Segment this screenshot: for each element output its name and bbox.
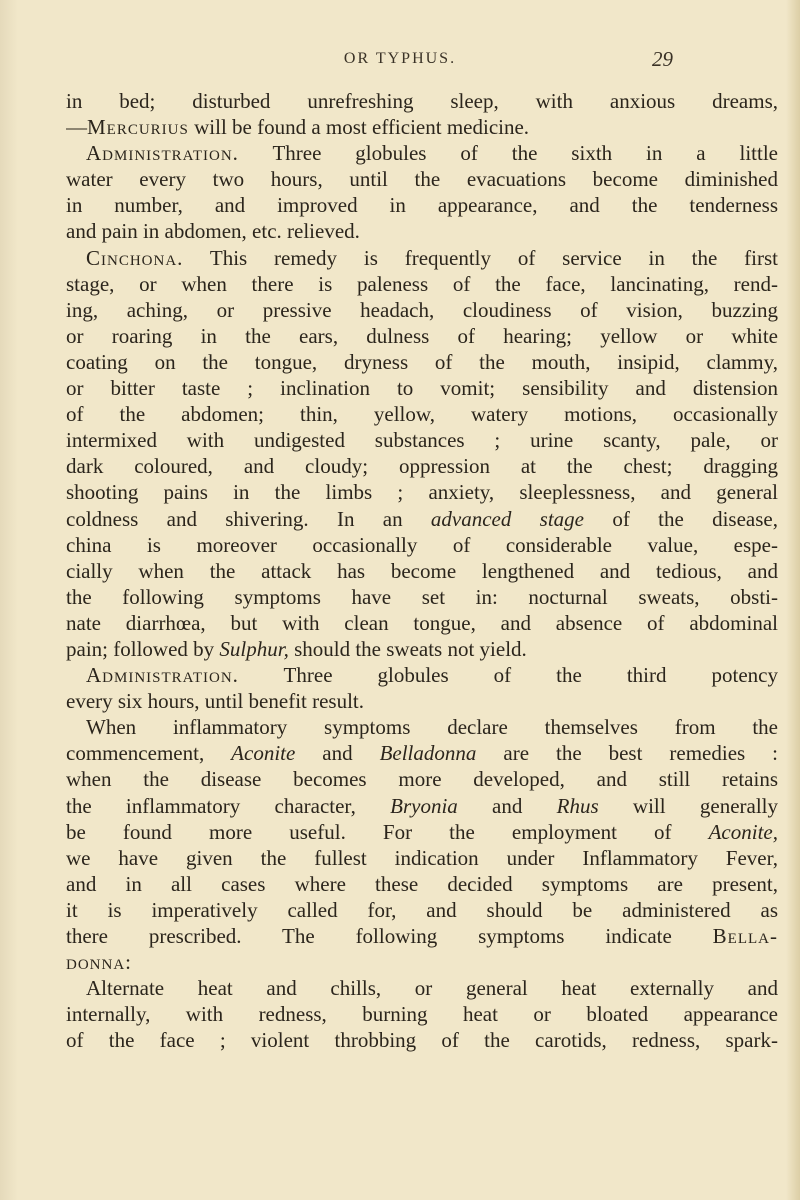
text-run: and pain in abdomen, etc. relieved. <box>66 219 360 244</box>
text-run: : <box>125 950 132 975</box>
text-line <box>66 662 778 688</box>
text-run: will be found a most efficient medicine. <box>188 115 530 140</box>
text-line <box>66 740 778 766</box>
text-line <box>66 140 778 166</box>
small-caps-term: donna <box>66 950 126 975</box>
text-run: of the abdomen; thin, yellow, watery motions, occasionally <box>66 402 778 427</box>
text-line <box>66 271 778 297</box>
text-line <box>66 897 778 923</box>
text-run: ing, aching, or pressive headach, cloudiness of vision, buzzing <box>66 297 778 322</box>
text-run: and in all cases where these decided symptoms are present, <box>66 871 778 896</box>
text-run: it is imperatively called for, and should be administered as <box>66 897 778 922</box>
text-line <box>66 297 778 323</box>
text-line <box>66 793 778 819</box>
text-line <box>66 688 778 714</box>
text-run: of the disease, <box>584 506 778 531</box>
text-run: stage, or when there is paleness of the face, lancinating, rend- <box>66 271 778 296</box>
italic-term: Belladonna <box>379 741 477 766</box>
small-caps-term: Cinchona. <box>86 245 184 270</box>
text-run: water every two hours, until the evacuations become diminished <box>66 167 778 192</box>
text-line <box>66 506 778 532</box>
text-line <box>66 532 778 558</box>
text-line <box>66 218 778 244</box>
text-line <box>66 871 778 897</box>
text-line <box>66 192 778 218</box>
text-run: coldness and shivering. In an <box>66 506 431 531</box>
text-run: When inflammatory symptoms declare themselves from the <box>86 715 778 740</box>
body-text <box>66 88 778 1053</box>
text-line <box>66 845 778 871</box>
text-line <box>66 819 778 845</box>
text-line <box>66 349 778 375</box>
text-run: and <box>457 793 557 818</box>
small-caps-term: Mercurius <box>87 115 189 140</box>
text-line <box>66 766 778 792</box>
text-run: commencement, <box>66 741 232 766</box>
text-run: Alternate heat and chills, or general heat externally and <box>86 976 778 1001</box>
text-line <box>66 949 778 975</box>
text-run: the following symptoms have set in: nocturnal sweats, obsti- <box>66 584 778 609</box>
text-line <box>66 114 778 140</box>
text-run: when the disease becomes more developed, and still retains <box>66 767 778 792</box>
small-caps-term: Administration. <box>86 141 239 166</box>
text-run: cially when the attack has become lengthened and tedious, and <box>66 558 778 583</box>
text-line <box>66 584 778 610</box>
text-run: and <box>295 741 380 766</box>
text-run: or roaring in the ears, dulness of hearing; yellow or white <box>66 323 778 348</box>
text-run: This remedy is frequently of service in the first <box>183 245 778 270</box>
text-run: china is moreover occasionally of considerable value, espe- <box>66 532 778 557</box>
italic-term: Bryonia <box>390 793 458 818</box>
text-run: coating on the tongue, dryness of the mouth, insipid, clammy, <box>66 349 778 374</box>
text-line <box>66 323 778 349</box>
text-line <box>66 453 778 479</box>
text-run: every six hours, until benefit result. <box>66 689 365 714</box>
text-run: shooting pains in the limbs ; anxiety, sleeplessness, and general <box>66 480 778 505</box>
text-line <box>66 1027 778 1053</box>
text-line <box>66 427 778 453</box>
small-caps-term: Administration. <box>86 663 239 688</box>
text-run: should the sweats not yield. <box>288 636 527 661</box>
small-caps-term: Bella- <box>712 924 778 948</box>
text-run: of the face ; violent throbbing of the carotids, redness, spark- <box>66 1028 778 1053</box>
text-run: internally, with redness, burning heat or bloated appearance <box>66 1002 778 1027</box>
text-run: the inflammatory character, <box>66 793 391 818</box>
text-line <box>66 1001 778 1027</box>
text-run: intermixed with undigested substances ; urine scanty, pale, or <box>66 428 778 453</box>
text-run: or bitter taste ; inclination to vomit; sensibility and distension <box>66 376 778 401</box>
text-run: — <box>66 115 87 140</box>
text-run: we have given the fullest indication under Inflammatory Fever, <box>66 845 778 870</box>
text-line <box>66 558 778 584</box>
italic-term: Rhus <box>556 793 599 818</box>
text-run: dark coloured, and cloudy; oppression at the chest; dragging <box>66 454 778 479</box>
text-run: nate diarrhœa, but with clean tongue, and absence of abdominal <box>66 610 778 635</box>
text-line <box>66 166 778 192</box>
text-line <box>66 88 778 114</box>
text-line <box>66 375 778 401</box>
text-line <box>66 636 778 662</box>
text-line <box>66 245 778 271</box>
text-run: are the best remedies : <box>476 741 778 766</box>
text-run: Three globules of the third potency <box>238 663 778 688</box>
text-run: in number, and improved in appearance, and the tenderness <box>66 193 778 218</box>
running-head <box>0 47 800 80</box>
italic-term: Aconite, <box>708 819 778 844</box>
text-run: be found more useful. For the employment of <box>66 819 709 844</box>
italic-term: Aconite <box>231 741 296 766</box>
italic-term: Sulphur, <box>219 636 289 661</box>
text-run: pain; followed by <box>66 636 220 661</box>
text-run: there prescribed. The following symptoms indicate <box>66 924 713 948</box>
text-line <box>66 610 778 636</box>
text-run: will generally <box>598 793 778 818</box>
text-line <box>66 479 778 505</box>
italic-term: advanced stage <box>430 506 585 531</box>
text-line <box>66 401 778 427</box>
running-title: OR TYPHUS. <box>343 50 457 67</box>
text-line <box>66 923 778 949</box>
text-run: in bed; disturbed unrefreshing sleep, with anxious dreams, <box>66 89 778 113</box>
text-run: Three globules of the sixth in a little <box>238 141 778 166</box>
text-line <box>66 975 778 1001</box>
text-line <box>66 714 778 740</box>
page-number: 29 <box>652 47 673 71</box>
